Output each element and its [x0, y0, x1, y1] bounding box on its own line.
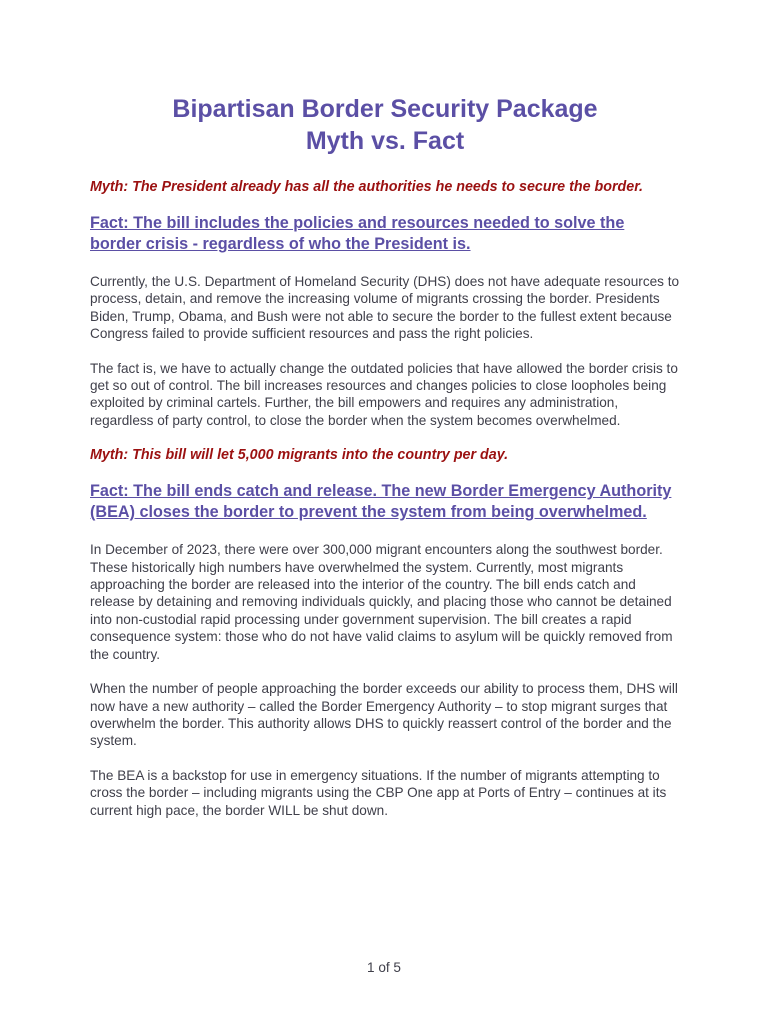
myth-statement-1: Myth: The President already has all the authorities he needs to secure the border.	[90, 179, 643, 195]
paragraph-2-3: The BEA is a backstop for use in emergency situations. If the number of migrants attempting to cross the border – including migrants using the CBP One app at Ports of Entry – continues at its current high pace, the border WILL be shut down.	[90, 767, 667, 818]
document-title	[90, 93, 680, 157]
title-line-2: Myth vs. Fact	[305, 127, 465, 155]
document-content	[90, 93, 680, 819]
paragraph-1-1: Currently, the U.S. Department of Homeland Security (DHS) does not have adequate resources to process, detain, and remove the increasing volume of migrants crossing the border. Presidents Biden, Trump, Obama, and Bush were not able to secure the border to the fullest extent because Congress failed to provide sufficient resources and pass the right policies.	[90, 274, 680, 342]
page-number: 1 of 5	[366, 960, 401, 975]
fact-heading-2: Fact: The bill ends catch and release. The new Border Emergency Authority (BEA) closes the border to prevent the system from being overwhelmed.	[90, 482, 672, 522]
myth-statement-2: Myth: This bill will let 5,000 migrants into the country per day.	[90, 447, 509, 464]
paragraph-2-2: When the number of people approaching the border exceeds our ability to process them, DHS will now have a new authority – called the Border Emergency Authority – to stop migrant surges that overwhelm the border. This authority allows DHS to quickly reassert control of the border and the system.	[90, 681, 678, 749]
paragraph-1-2: The fact is, we have to actually change the outdated policies that have allowed the border crisis to get so out of control. The bill increases resources and changes policies to close loopholes being exploited by criminal cartels. Further, the bill empowers and requires any administration, regardless of party control, to close the border when the system becomes overwhelmed.	[90, 360, 678, 428]
paragraph-2-1: In December of 2023, there were over 300,000 migrant encounters along the southwest border. These historically high numbers have overwhelmed the system. Currently, most migrants approaching the border are released into the interior of the country. The bill ends catch and release by detaining and removing individuals quickly, and placing those who cannot be detained into non-custodial rapid processing under government supervision. The bill creates a rapid consequence system: those who do not have valid claims to asylum will be quickly removed from the country.	[90, 542, 673, 662]
title-line-1: Bipartisan Border Security Package	[172, 95, 598, 123]
fact-heading-1: Fact: The bill includes the policies and resources needed to solve the border crisis - regardless of who the President is.	[90, 214, 625, 253]
